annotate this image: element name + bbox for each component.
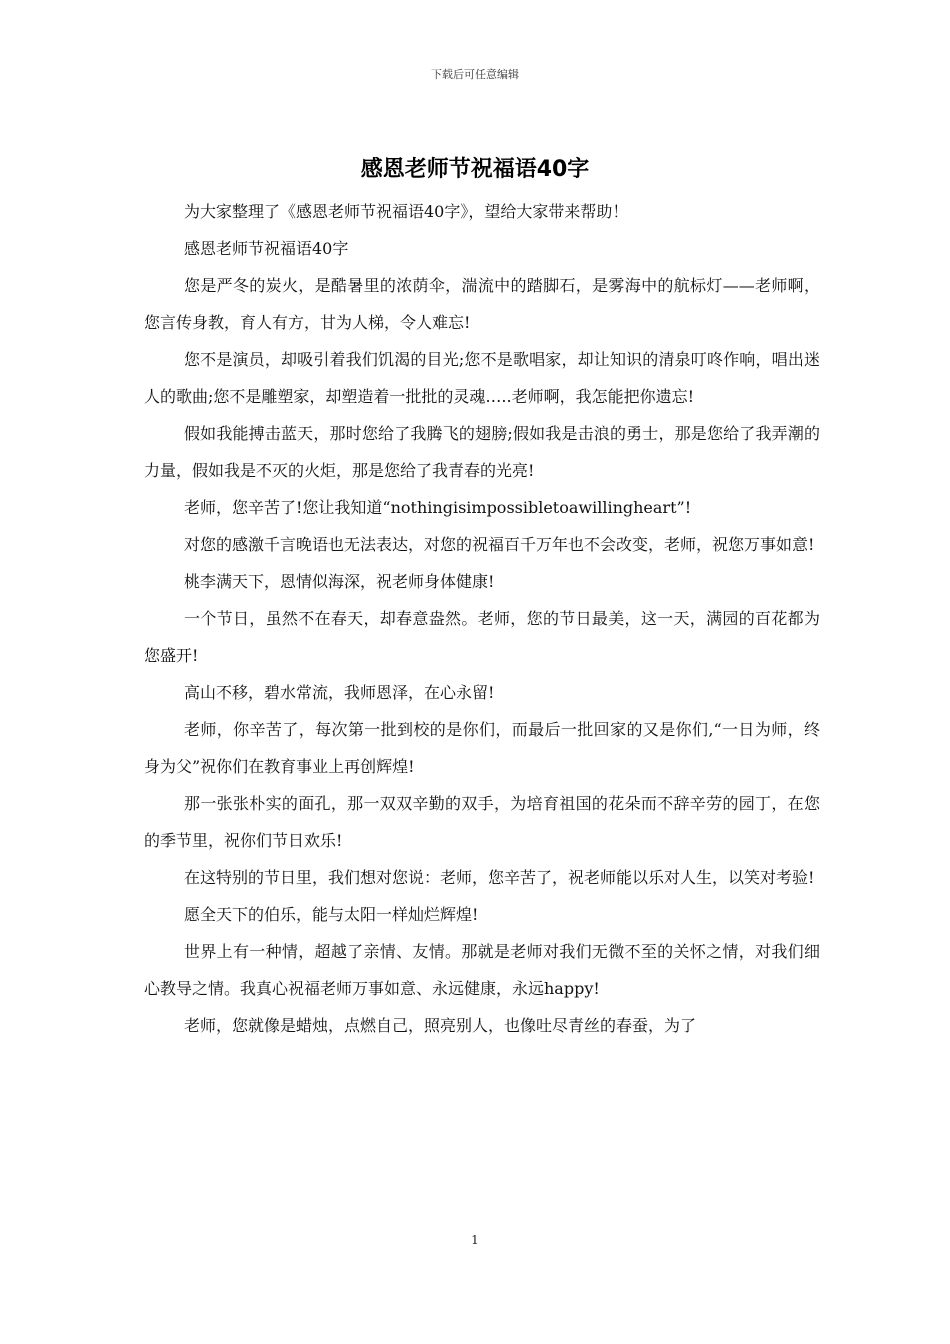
paragraph: 一个节日，虽然不在春天，却春意盎然。老师，您的节日最美，这一天，满园的百花都为您盛开! <box>144 609 820 665</box>
paragraph: 高山不移，碧水常流，我师恩泽，在心永留! <box>184 683 495 702</box>
paragraph: 老师，您辛苦了!您让我知道“nothingisimpossibletoawillingheart”! <box>184 498 692 517</box>
document-title: 感恩老师节祝福语40字 <box>360 157 590 182</box>
paragraph: 世界上有一种情，超越了亲情、友情。那就是老师对我们无微不至的关怀之情，对我们细心教导之情。我真心祝福老师万事如意、永远健康，永远happy! <box>144 942 820 998</box>
paragraph: 假如我能搏击蓝天，那时您给了我腾飞的翅膀;假如我是击浪的勇士，那是您给了我弄潮的力量，假如我是不灭的火炬，那是您给了我青春的光亮! <box>144 424 820 480</box>
paragraph: 为大家整理了《感恩老师节祝福语40字》，望给大家带来帮助！ <box>184 202 629 221</box>
paragraph: 您不是演员，却吸引着我们饥渴的目光;您不是歌唱家，却让知识的清泉叮咚作响，唱出迷人的歌曲;您不是雕塑家，却塑造着一批批的灵魂…..老师啊，我怎能把你遗忘! <box>144 350 820 406</box>
paragraph: 您是严冬的炭火，是酷暑里的浓荫伞，湍流中的踏脚石，是雾海中的航标灯——老师啊，您言传身教，育人有方，甘为人梯，令人难忘! <box>144 276 820 332</box>
document-body <box>144 193 820 1044</box>
paragraph: 桃李满天下，恩情似海深，祝老师身体健康! <box>184 572 495 591</box>
page-header: 下载后可任意编辑 <box>431 68 519 81</box>
paragraph: 感恩老师节祝福语40字 <box>184 239 349 258</box>
paragraph: 愿全天下的伯乐，能与太阳一样灿烂辉煌! <box>184 905 479 924</box>
page-number: 1 <box>471 1233 479 1247</box>
paragraph: 老师，你辛苦了，每次第一批到校的是你们，而最后一批回家的又是你们,“一日为师，终身为父”祝你们在教育事业上再创辉煌! <box>144 720 820 776</box>
paragraph: 对您的感激千言晚语也无法表达，对您的祝福百千万年也不会改变，老师，祝您万事如意! <box>184 535 815 554</box>
paragraph: 老师，您就像是蜡烛，点燃自己，照亮别人，也像吐尽青丝的春蚕，为了 <box>184 1016 697 1035</box>
paragraph: 那一张张朴实的面孔，那一双双辛勤的双手，为培育祖国的花朵而不辞辛劳的园丁，在您的季节里，祝你们节日欢乐! <box>144 794 820 850</box>
paragraph: 在这特别的节日里，我们想对您说：老师，您辛苦了，祝老师能以乐对人生，以笑对考验! <box>184 868 815 887</box>
